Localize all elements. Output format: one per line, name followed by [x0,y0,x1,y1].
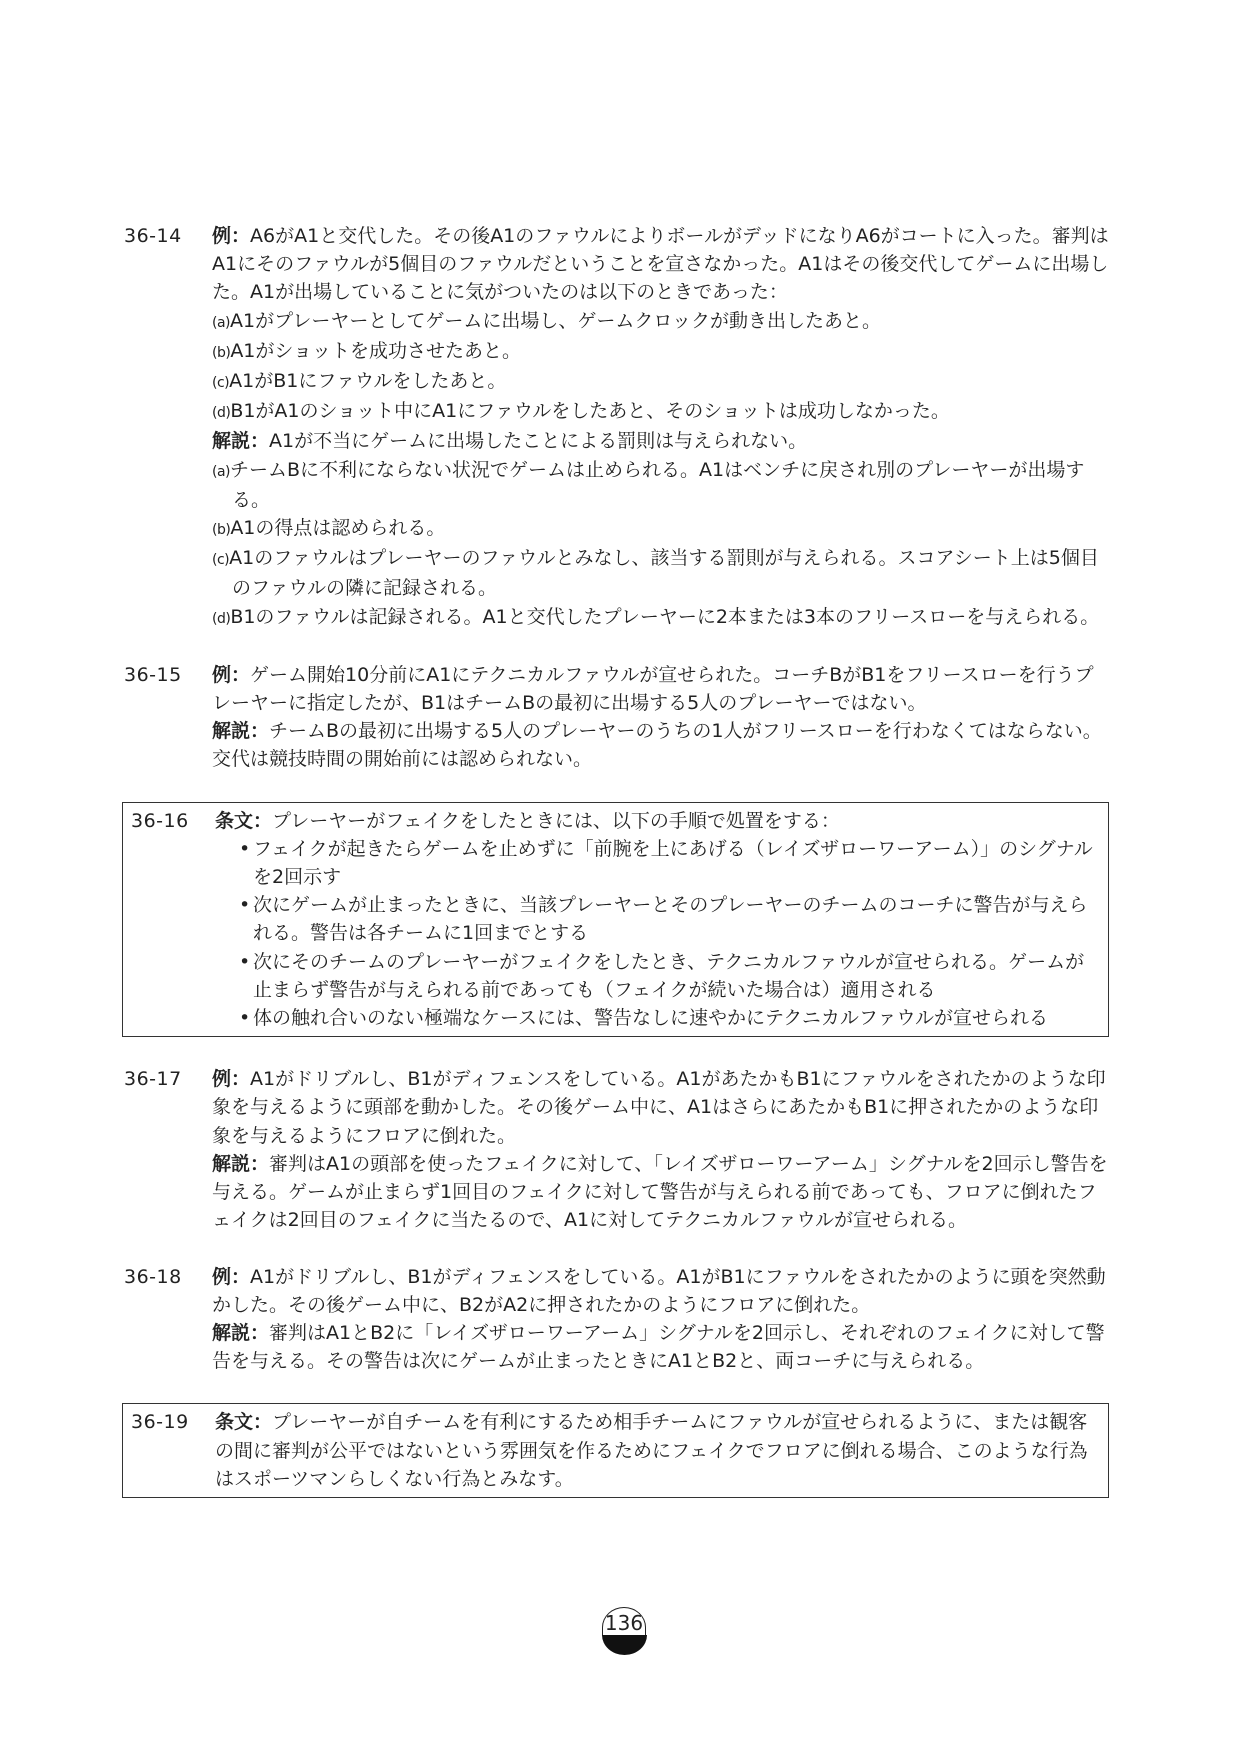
page-content [124,222,1109,1498]
entry-36-16 [131,807,1100,835]
entry-36-19 [131,1408,1100,1493]
rule-bullet: • 次にそのチームのプレーヤーがフェイクをしたとき、テクニカルファウルが宣せられる。ゲームが止まらず警告が与えられる前であっても（フェイクが続いた場合は）適用される [219,948,1100,1004]
entry-36-18 [124,1263,1109,1376]
answer-mark: (a) [212,463,231,480]
case-item [212,397,1109,427]
entry-body [215,807,1100,835]
answer-item [212,603,1109,633]
rule-bullet: • 次にゲームが止まったときに、当該プレーヤーとそのプレーヤーのチームのコーチに警告が与えられる。警告は各チームに1回までとする [219,891,1100,947]
case-item [212,307,1109,337]
spacer [124,1375,1109,1403]
spacer [124,633,1109,661]
explanation-text: 審判はA1の頭部を使ったフェイクに対して、「レイズザローワーアーム」シグナルを2回示し警告を与える。ゲームが止まらず1回目のフェイクに対して警告が与えられる前であっても、フロアに倒れたフェイクは2回目のフェイクに当たるので、A1に対してテクニカルファウルが宣せられる。 [212,1152,1108,1232]
answer-item [212,514,1109,544]
answer-mark: (c) [212,552,230,569]
entry-number: 36-16 [131,809,189,832]
explanation-label: 解説： [212,720,270,743]
entry-number: 36-15 [124,663,182,686]
case-mark: (a) [212,314,231,331]
explanation-paragraph [212,1150,1109,1235]
answer-text: A1の得点は認められる。 [230,517,446,540]
answer-text: チームBに不利にならない状況でゲームは止められる。A1はベンチに戻され別のプレーヤーが出場する。 [230,458,1085,511]
rule-label: 条文： [215,809,273,832]
example-label: 例： [212,663,251,686]
entry-number: 36-19 [131,1411,189,1434]
explanation-text: A1が不当にゲームに出場したことによる罰則は与えられない。 [269,430,808,453]
entry-36-14 [124,222,1109,633]
explanation-label: 解説： [212,1152,270,1175]
page-number-badge [600,1607,648,1655]
explanation-label: 解説： [212,430,270,453]
rule-bullet: • フェイクが起きたらゲームを止めずに「前腕を上にあげる（レイズザローワーアーム）」のシグナルを2回示す [219,835,1100,891]
case-item [212,337,1109,367]
page-number-base [602,1635,647,1655]
spacer [124,1037,1109,1065]
rule-paragraph [215,1408,1100,1493]
page-number: 136 [602,1607,646,1636]
entry-body [212,222,1109,633]
case-text: B1がA1のショット中にA1にファウルをしたあと、そのショットは成功しなかった。 [230,400,950,423]
rule-box-36-19 [122,1403,1109,1498]
example-text: A1がドリブルし、B1がディフェンスをしている。A1があたかもB1にファウルをされたかのような印象を与えるように頭部を動かした。その後ゲーム中に、A1はさらにあたかもB1に押されたかのような印象を与えるようにフロアに倒れた。 [212,1068,1106,1147]
rule-bullet-list [219,835,1100,1032]
answer-text: B1のファウルは記録される。A1と交代したプレーヤーに2本または3本のフリースローを与えられる。 [230,605,1100,628]
example-label: 例： [212,1068,251,1091]
spacer [124,1235,1109,1263]
case-item [212,367,1109,397]
entry-body [212,1065,1109,1234]
example-paragraph [212,661,1109,717]
case-text: A1がB1にファウルをしたあと。 [229,370,507,393]
example-text: A6がA1と交代した。その後A1のファウルによりボールがデッドになりA6がコートに入った。審判はA1にそのファウルが5個目のファウルだということを宣さなかった。A1はその後交代してゲームに出場した。A1が出場していることに気がついたのは以下のときであった： [212,225,1109,304]
entry-number: 36-18 [124,1265,182,1288]
entry-36-17 [124,1065,1109,1234]
explanation-text: 審判はA1とB2に「レイズザローワーアーム」シグナルを2回示し、それぞれのフェイクに対して警告を与える。その警告は次にゲームが止まったときにA1とB2と、両コーチに与えられる。 [212,1321,1105,1373]
answer-item [212,544,1109,602]
explanation-paragraph [212,1319,1109,1375]
rule-text: プレーヤーが自チームを有利にするため相手チームにファウルが宣せられるように、または観客の間に審判が公平ではないという雰囲気を作るためにフェイクでフロアに倒れる場合、このような行為はスポーツマンらしくない行為とみなす。 [215,1411,1088,1490]
explanation-label: 解説： [212,1321,270,1344]
example-label: 例： [212,1265,251,1288]
explanation-paragraph [212,717,1109,773]
answer-mark: (d) [212,610,231,627]
entry-body [212,661,1109,774]
explanation-text: チームBの最初に出場する5人のプレーヤーのうちの1人がフリースローを行わなくてはならない。交代は競技時間の開始前には認められない。 [212,720,1102,771]
case-mark: (d) [212,405,231,422]
case-mark: (b) [212,344,231,361]
entry-body [212,1263,1109,1376]
entry-number: 36-14 [124,225,182,247]
example-paragraph [212,1065,1109,1150]
rule-label: 条文： [215,1411,273,1434]
answer-item [212,456,1109,514]
explanation-paragraph [212,427,1109,455]
rule-paragraph [215,807,1100,835]
example-label: 例： [212,225,251,247]
example-paragraph [212,222,1109,307]
entry-body [215,1408,1100,1493]
entry-36-15 [124,661,1109,774]
entry-number: 36-17 [124,1068,182,1091]
example-paragraph [212,1263,1109,1319]
answer-text: A1のファウルはプレーヤーのファウルとみなし、該当する罰則が与えられる。スコアシート上は5個目のファウルの隣に記録される。 [229,547,1099,600]
case-mark: (c) [212,375,230,392]
spacer [124,774,1109,802]
case-text: A1がプレーヤーとしてゲームに出場し、ゲームクロックが動き出したあと。 [230,309,881,332]
answer-mark: (b) [212,522,231,539]
rule-bullet: • 体の触れ合いのない極端なケースには、警告なしに速やかにテクニカルファウルが宣せられる [219,1004,1100,1032]
example-text: A1がドリブルし、B1がディフェンスをしている。A1がB1にファウルをされたかのように頭を突然動かした。その後ゲーム中に、B2がA2に押されたかのようにフロアに倒れた。 [212,1265,1106,1316]
example-text: ゲーム開始10分前にA1にテクニカルファウルが宣せられた。コーチBがB1をフリースローを行うプレーヤーに指定したが、B1はチームBの最初に出場する5人のプレーヤーではない。 [212,663,1094,715]
rule-text: プレーヤーがフェイクをしたときには、以下の手順で処置をする： [272,809,840,832]
case-text: A1がショットを成功させたあと。 [230,339,522,362]
rule-box-36-16 [122,802,1109,1038]
